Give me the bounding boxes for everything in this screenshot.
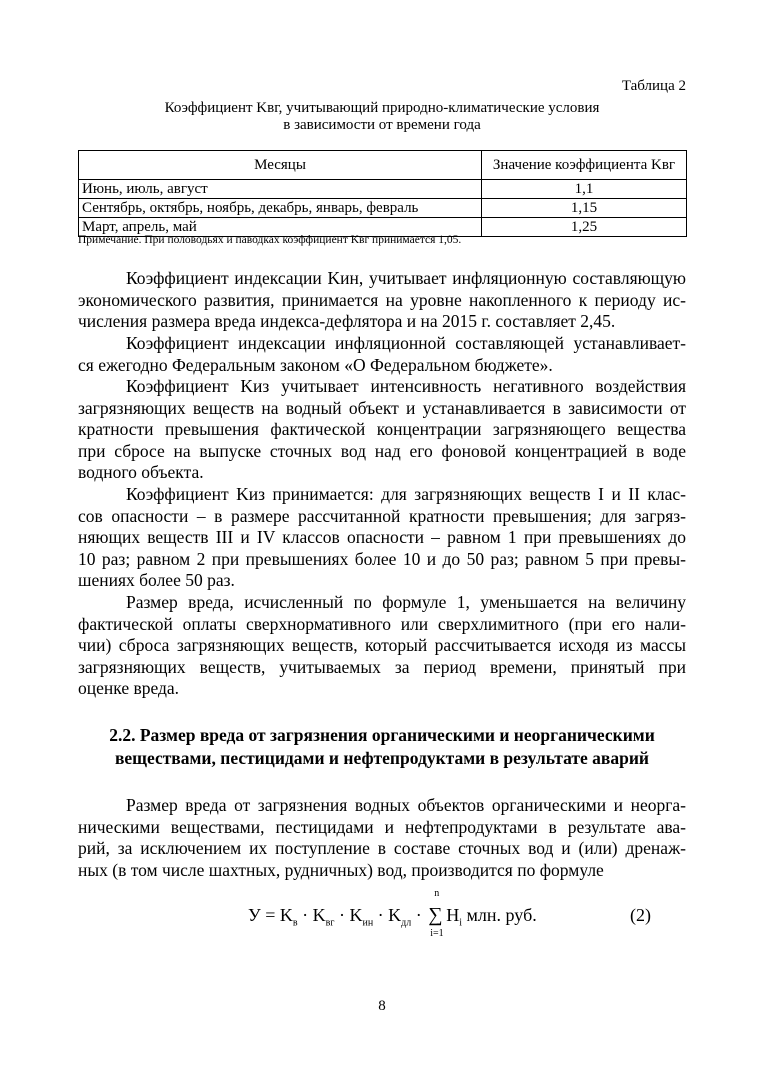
text-line: сов опасности – в размере рассчитанной кратности превышения; для загряз- [78,505,686,526]
formula-sub: ин [362,917,374,929]
text-line: Размер вреда, исчисленный по формуле 1, уменьшается на величину [126,592,686,612]
row-months: Сентябрь, октябрь, ноябрь, декабрь, январь, февраль [79,199,482,218]
sum-upper-limit: n [434,887,440,899]
formula-op: · K [297,905,326,925]
text-line: Размер вреда от загрязнения водных объектов органическими и неорга- [126,795,686,815]
row-value: 1,1 [482,180,687,199]
heading-line: 2.2. Размер вреда от загрязнения органическими и неорганическими [109,725,655,745]
table-row [79,199,687,218]
sigma-symbol: ∑ [428,903,443,926]
text-line: чии) сброса загрязняющих веществ, который рассчитывается исходя из массы [78,635,686,655]
sum-operator [426,887,446,939]
formula-term: H [446,905,460,925]
text-line: 10 раз; равном 2 при превышениях более 10 и до 50 раз; равном 5 при превы- [78,548,686,569]
row-months: Июнь, июль, август [79,180,482,199]
formula-units: млн. руб. [462,905,537,925]
text-line: ся ежегодно Федеральным законом «О Федеральном бюджете». [78,354,553,375]
text-line: Коэффициент Kиз учитывает интенсивность негативного воздействия [126,376,686,396]
table-caption-line2: в зависимости от времени года [283,117,481,133]
table-note: Примечание. При половодьях и паводках коэффициент Kвг принимается 1,05. [78,234,462,246]
text-line: шениях более 50 раз. [78,570,235,590]
formula-op: · K [334,905,363,925]
paragraph-kiz-intensity [78,376,686,484]
paragraph-federal-law [78,333,686,376]
paragraph-kiz-values [78,484,686,592]
paragraph-kin [78,268,686,333]
text-line: кратности превышения фактической концентрации загрязняющего вещества [78,419,686,439]
table-label: Таблица 2 [621,78,686,94]
table-caption-line1: Коэффициент Kвг, учитывающий природно-климатические условия [164,100,600,116]
coefficient-table [78,150,687,237]
text-line: загрязняющих веществ, учитываемых за период времени, принятый при [78,656,686,677]
heading-line: веществами, пестицидами и нефтепродуктами в результате аварий [114,748,650,768]
formula-sub: в [292,917,298,929]
text-line: фактической оплаты сверхнормативного или сверхлимитного (при его нали- [78,613,686,634]
equation-number: (2) [630,905,651,925]
header-value: Значение коэффициента Kвг [482,151,687,180]
text-line: няющих веществ III и IV классов опасности – равном 1 при превышениях до [78,527,686,547]
text-line: загрязняющих веществ на водный объект и устанавливается в зависимости от [78,397,686,418]
table-row [79,180,687,199]
text-line: рий, за исключением их поступление в составе сточных вод и (или) дренаж- [78,838,686,858]
formula-sub: вг [325,917,335,929]
text-line: при сбросе на выпуске сточных вод над его фоновой концентрацией в воде [78,440,686,461]
formula-op: · [411,905,427,925]
row-months: Март, апрель, май [79,218,482,237]
text-line: водного объекта. [78,462,204,482]
text-line: Коэффициент Kиз принимается: для загрязняющих веществ I и II клас- [126,484,686,504]
formula-2 [248,887,537,939]
header-months: Месяцы [79,151,482,180]
text-line: числения размера вреда индекса-дефлятора и на 2015 г. составляет 2,45. [78,311,616,331]
row-value: 1,25 [482,218,687,237]
text-line: оценке вреда. [78,678,180,698]
text-line: экономического развития, принимается на уровне накопленного к периоду ис- [78,289,686,310]
formula-sub: дл [401,917,412,929]
text-line: ных (в том числе шахтных, рудничных) вод, производится по формуле [78,859,604,880]
sum-lower-limit: i=1 [430,927,444,939]
paragraph-accident-damage [78,795,686,881]
page-number: 8 [378,998,386,1014]
table-header-row [79,151,687,180]
text-line: ническими веществами, пестицидами и нефтепродуктами в результате ава- [78,816,686,837]
formula-op: · K [373,905,402,925]
row-value: 1,15 [482,199,687,218]
section-heading [78,724,686,770]
formula-sub: i [459,917,463,929]
formula-lhs: У = K [248,905,293,925]
paragraph-damage-reduction [78,592,686,700]
text-line: Коэффициент индексации Kин, учитывает инфляционную составляющую [126,268,686,288]
text-line: Коэффициент индексации инфляционной составляющей устанавливает- [126,333,686,353]
